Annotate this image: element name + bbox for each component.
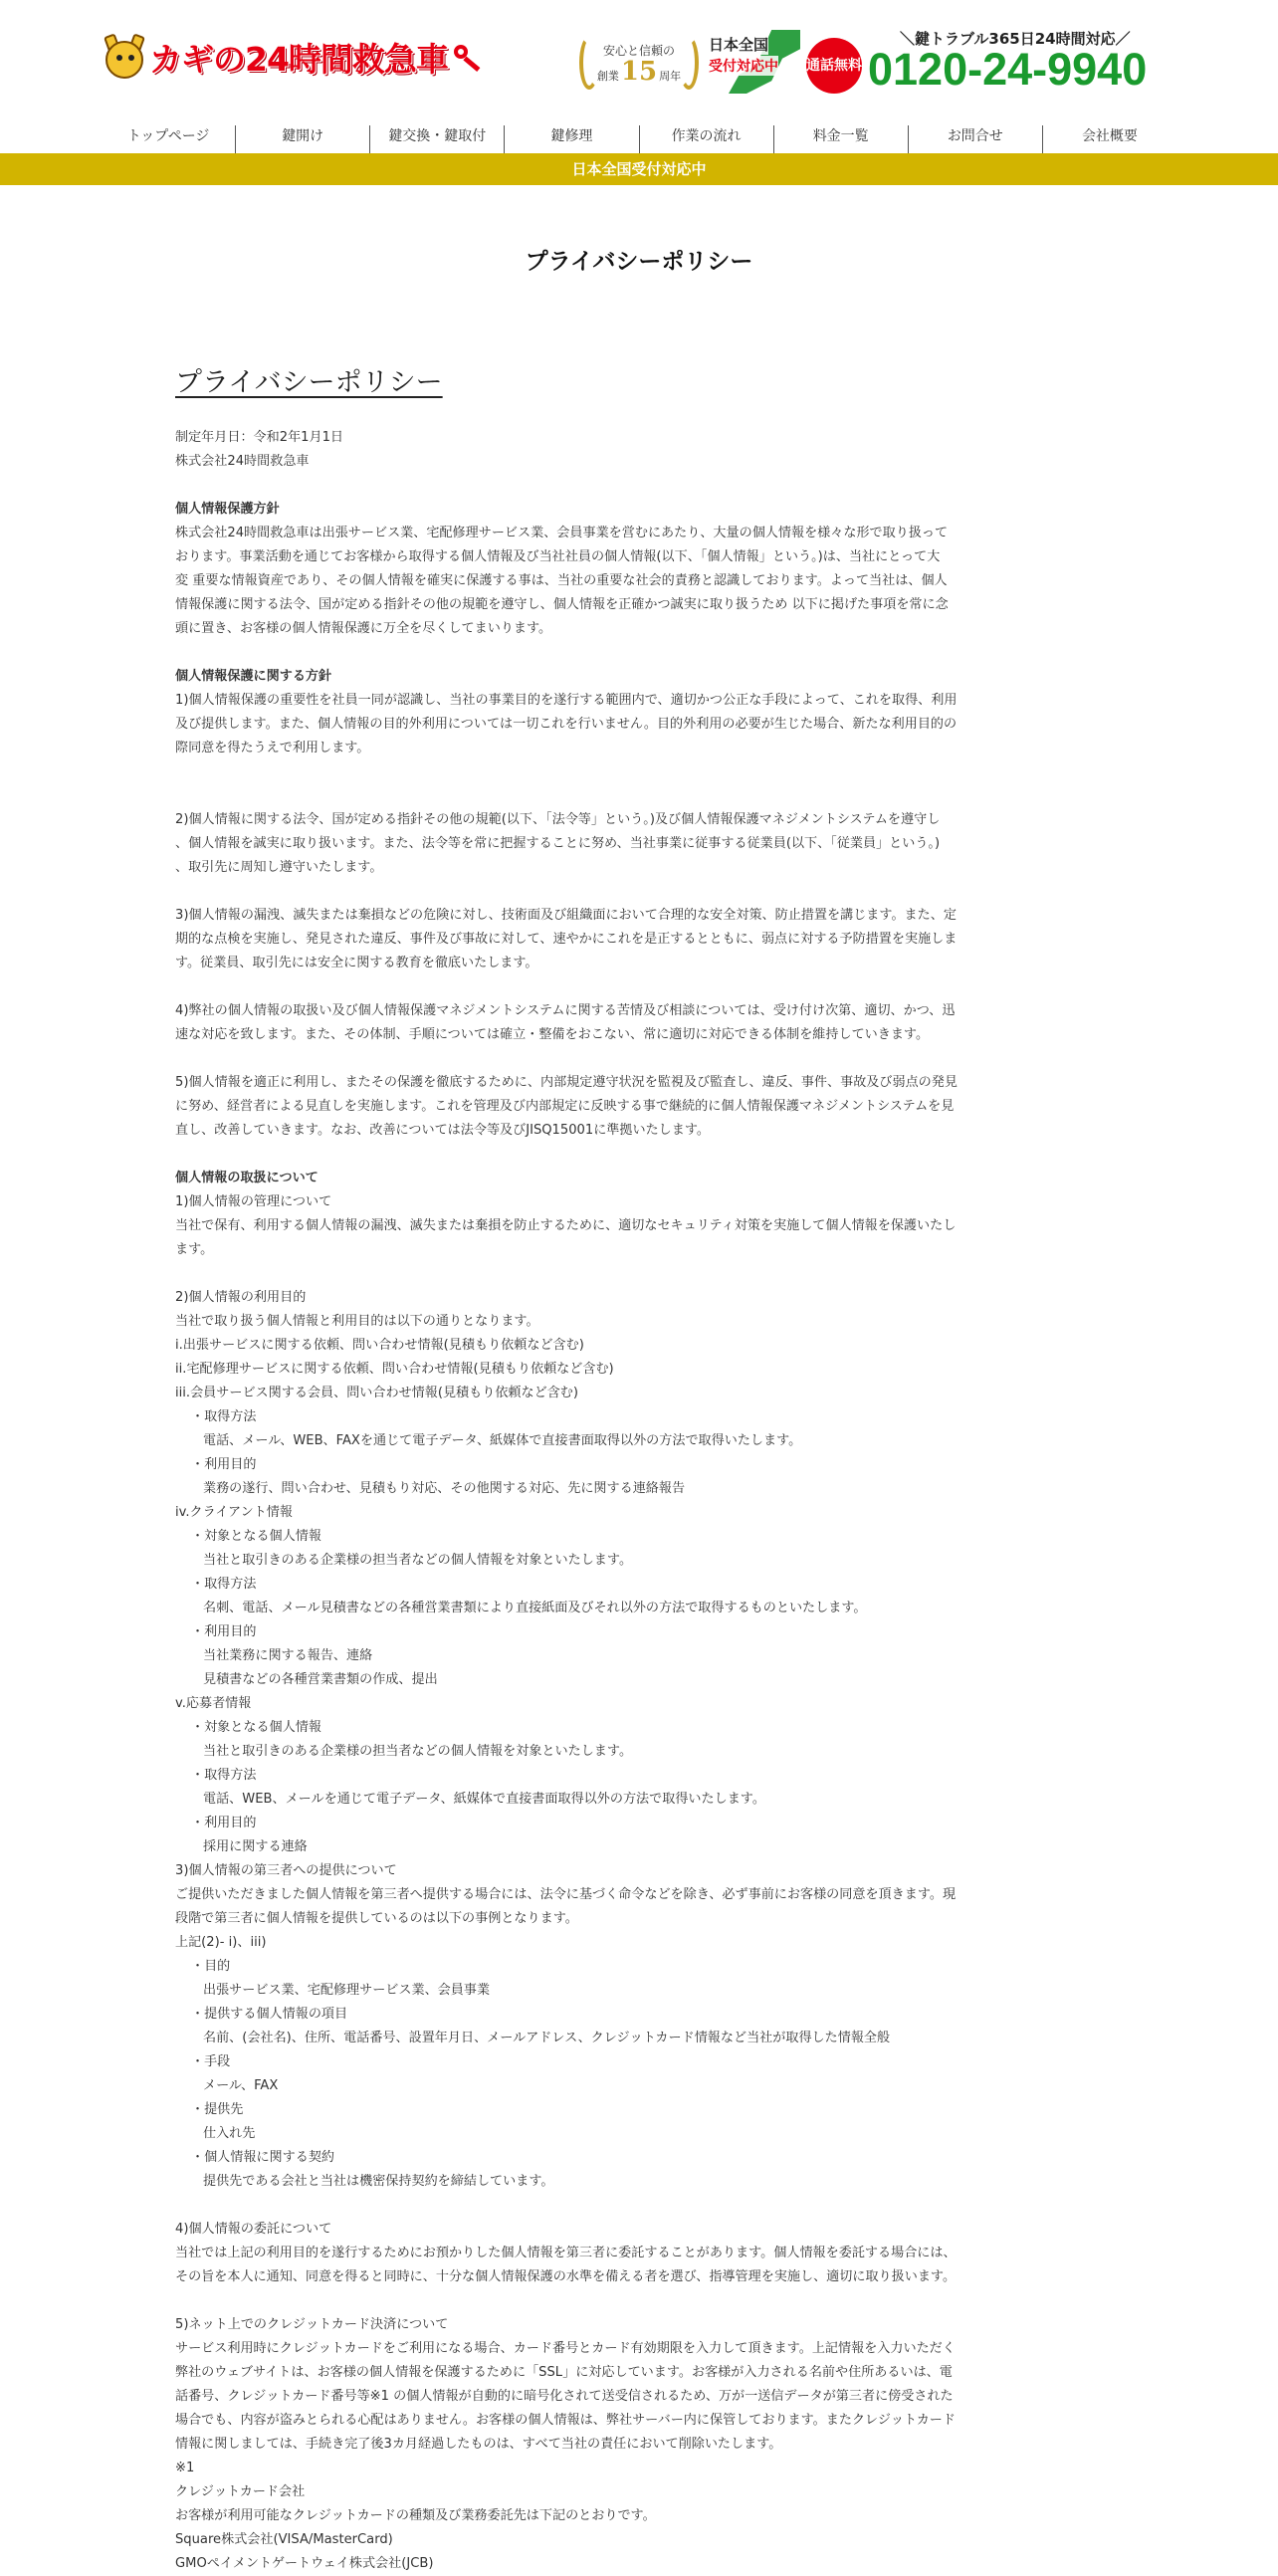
policy-body (175, 426, 1013, 2576)
policy-line: 株式会社24時間救急車 (175, 454, 310, 469)
policy-line: ・手段 (191, 2054, 231, 2069)
spacer (175, 880, 1013, 904)
policy-line: 期的な点検を実施し、発見された違反、事件及び事故に対して、速やかにこれを是正するとともに、弱点に対する予防措置を実施しま (175, 932, 958, 947)
policy-line: 当社と取引きのある企業様の担当者などの個人情報を対象といたします。 (203, 1744, 633, 1759)
policy-line: ・利用目的 (191, 1457, 257, 1472)
policy-line: ご提供いただきました個人情報を第三者へ提供する場合には、法令に基づく命令などを除き、必ず事前にお客様の同意を頂きます。現 (175, 1887, 957, 1902)
nationwide-banner: 日本全国受付対応中 (0, 153, 1278, 185)
policy-line: 業務の遂行、問い合わせ、見積もり対応、その他関する対応、先に関する連絡報告 (203, 1481, 686, 1496)
policy-line: ます。 (175, 1242, 214, 1257)
policy-line: 5)ネット上でのクレジットカード決済について (175, 2317, 449, 2332)
policy-line: 提供先である会社と当社は機密保持契約を締結しています。 (203, 2174, 554, 2189)
policy-line: 頭に置き、お客様の個人情報保護に万全を尽くしてまいります。 (175, 621, 552, 636)
spacer (175, 474, 1013, 498)
nav-item[interactable]: お問合せ (908, 125, 1042, 153)
policy-line: 際同意を得たうえで利用します。 (175, 741, 370, 755)
badge-prefix: 創業 (596, 69, 619, 83)
policy-line: 電話、WEB、メールを通じて電子データ、紙媒体で直接書面取得以外の方法で取得いたします。 (203, 1792, 765, 1807)
policy-line: ・提供する個人情報の項目 (191, 2007, 348, 2022)
policy-line: 場合でも、内容が盗みとられる心配はありません。お客様の個人情報は、弊社サーバー内に保管しております。またクレジットカード (175, 2413, 956, 2428)
policy-line: す。従業員、取引先には安全に関する教育を徹底いたします。 (175, 956, 538, 970)
policy-line: v.応募者情報 (175, 1696, 252, 1711)
policy-line: ※1 (175, 2461, 195, 2475)
policy-line: メール、FAX (203, 2078, 279, 2093)
mascot-icon (102, 35, 145, 81)
spacer (175, 641, 1013, 665)
policy-line: 4)弊社の個人情報の取扱い及び個人情報保護マネジメントシステムに関する苦情及び相談については、受け付け次第、適切、かつ、迅 (175, 1003, 956, 1018)
policy-line: 当社業務に関する報告、連絡 (203, 1648, 373, 1663)
policy-line: i.出張サービスに関する依頼、問い合わせ情報(見積もり依頼など含む) (175, 1338, 584, 1353)
policy-line: 当社では上記の利用目的を遂行するためにお預かりした個人情報を第三者に委託することがあります。個人情報を委託する場合には、 (175, 2246, 957, 2260)
nav-item[interactable]: トップページ (126, 128, 210, 144)
policy-line: 当社で保有、利用する個人情報の漏洩、滅失または棄損を防止するために、適切なセキュリティ対策を実施して個人情報を保護いたし (175, 1218, 957, 1233)
badge-top-text: 安心と信頼の (602, 43, 675, 58)
spacer (175, 2194, 1013, 2218)
policy-line: 1)個人情報保護の重要性を社員一同が認識し、当社の事業目的を遂行する範囲内で、適切かつ公正な手段によって、これを取得、利用 (175, 693, 958, 708)
policy-line: iii.会員サービス関する会員、問い合わせ情報(見積もり依頼など含む) (175, 1386, 579, 1400)
policy-line: 4)個人情報の委託について (175, 2222, 332, 2237)
policy-line: 弊社のウェブサイトは、お客様の個人情報を保護するために「SSL」に対応しています。お客様が入力される名前や住所あるいは、電 (175, 2365, 953, 2380)
free-call-badge: 通話無料 (806, 38, 862, 94)
spacer (175, 760, 1013, 784)
policy-line: その旨を本人に通知、同意を得ると同時に、十分な個人情報保護の水準を備える者を選び、指導管理を実施し、適切に取り扱います。 (175, 2269, 957, 2284)
nationwide-line2: 受付対応中 (709, 56, 778, 76)
nav-item[interactable]: 鍵修理 (504, 125, 638, 153)
nationwide-badge (709, 30, 800, 94)
section-heading: 個人情報保護方針 (175, 502, 280, 517)
policy-line: ・対象となる個人情報 (191, 1720, 321, 1735)
badge-suffix: 周年 (659, 69, 682, 83)
phone-number-link[interactable]: 0120-24-9940 (868, 44, 1148, 95)
site-header (0, 0, 1278, 119)
policy-line: 出張サービス業、宅配修理サービス業、会員事業 (203, 1983, 491, 1998)
spacer (175, 1143, 1013, 1167)
policy-line: 3)個人情報の漏洩、滅失または棄損などの危険に対し、技術面及び組織面において合理的な安全対策、防止措置を講じます。また、定 (175, 908, 957, 923)
policy-line: 、取引先に周知し遵守いたします。 (175, 860, 383, 875)
policy-line: Square株式会社(VISA/MasterCard) (175, 2532, 393, 2547)
spacer (175, 2289, 1013, 2313)
nav-item[interactable]: 鍵開け (235, 125, 369, 153)
policy-line: 3)個人情報の第三者への提供について (175, 1863, 397, 1878)
policy-line: ・利用目的 (191, 1624, 257, 1639)
policy-line: ・取得方法 (191, 1768, 257, 1783)
policy-line: 仕入れ先 (203, 2126, 256, 2141)
policy-line: 名刺、電話、メール見積書などの各種営業書類により直接紙面及びそれ以外の方法で取得するものといたします。 (203, 1601, 867, 1615)
policy-line: お客様が利用可能なクレジットカードの種類及び業務委託先は下記のとおりです。 (175, 2508, 656, 2523)
spacer (175, 1262, 1013, 1286)
policy-heading: プライバシーポリシー (175, 367, 443, 398)
nationwide-line1: 日本全国 (709, 36, 769, 54)
policy-line: 2)個人情報に関する法令、国が定める指針その他の規範(以下、「法令等」という。)及び個人情報保護マネジメントシステムを遵守し (175, 812, 941, 827)
policy-line: iv.クライアント情報 (175, 1505, 293, 1520)
nav-item[interactable]: 会社概要 (1042, 125, 1176, 153)
policy-line: 1)個人情報の管理について (175, 1194, 332, 1209)
policy-line: 制定年月日：令和2年1月1日 (175, 430, 344, 445)
key-icon (452, 43, 482, 73)
policy-line: 見積書などの各種営業書類の作成、提出 (203, 1672, 438, 1687)
main-nav (0, 119, 1278, 153)
badge-number: 15 (620, 56, 658, 87)
policy-line: 上記(2)- i)、iii) (175, 1935, 267, 1950)
policy-line: ・取得方法 (191, 1577, 257, 1592)
policy-line: 情報保護に関する法令、国が定める指針その他の規範を遵守し、個人情報を正確かつ誠実に取り扱うため 以下に掲げた事項を常に念 (175, 597, 949, 612)
spacer (175, 1047, 1013, 1071)
spacer (175, 784, 1013, 808)
nav-item[interactable]: 料金一覧 (773, 125, 908, 153)
policy-line: GMOペイメントゲートウェイ株式会社(JCB) (175, 2556, 434, 2571)
policy-line: おります。事業活動を通じてお客様から取得する個人情報及び当社社員の個人情報(以下、「個人情報」という。)は、当社にとって大 (175, 549, 941, 564)
policy-line: 情報に関しましては、手続き完了後3カ月経過したものは、すべて当社の責任において削除いたします。 (175, 2437, 782, 2452)
policy-line: ・個人情報に関する契約 (191, 2150, 335, 2165)
policy-line: ・提供先 (191, 2102, 244, 2117)
policy-content (175, 362, 1013, 2576)
policy-line: 及び提供します。また、個人情報の目的外利用については一切これを行いません。目的外利用の必要が生じた場合、新たな利用目的の (175, 717, 958, 732)
phone-tagline: ＼鍵トラブル365日24時間対応／ (900, 30, 1131, 48)
policy-line: 速な対応を致します。また、その体制、手順については確立・整備をおこない、常に適切に対応できる体制を維持していきます。 (175, 1027, 930, 1042)
policy-line: クレジットカード会社 (175, 2484, 306, 2499)
policy-line: 当社と取引きのある企業様の担当者などの個人情報を対象といたします。 (203, 1553, 633, 1568)
policy-line: 直し、改善していきます。なお、改善については法令等及びJISQ15001に準拠いたします。 (175, 1123, 711, 1138)
policy-line: 話番号、クレジットカード番号等※1 の個人情報が自動的に暗号化されて送受信されるため、万が一送信データが第三者に傍受された (175, 2389, 954, 2404)
policy-line: 、個人情報を誠実に取り扱います。また、法令等を常に把握することに努め、当社事業に従事する従業員(以下、「従業員」という。) (175, 836, 941, 851)
policy-line: サービス利用時にクレジットカードをご利用になる場合、カード番号とカード有効期限を入力して頂きます。上記情報を入力いただく (175, 2341, 956, 2356)
policy-line: 5)個人情報を適正に利用し、またその保護を徹底するために、内部規定遵守状況を監視及び監査し、違反、事件、事故及び弱点の発見 (175, 1075, 958, 1090)
site-logo[interactable] (102, 34, 482, 81)
policy-line: 2)個人情報の利用目的 (175, 1290, 307, 1305)
policy-line: 株式会社24時間救急車は出張サービス業、宅配修理サービス業、会員事業を営むにあたり、大量の個人情報を様々な形で取り扱って (175, 526, 949, 540)
nav-item[interactable]: 鍵交換・鍵取付 (369, 125, 504, 153)
policy-line: に努め、経営者による見直しを実施します。これを管理及び内部規定に反映する事で継続的に個人情報保護マネジメントシステムを見 (175, 1099, 955, 1114)
anniversary-badge (577, 32, 701, 94)
policy-line: 変 重要な情報資産であり、その個人情報を確実に保護する事は、当社の重要な社会的責務と認識しております。よって当社は、個人 (175, 573, 948, 588)
page-title: プライバシーポリシー (525, 249, 753, 275)
policy-line: 採用に関する連絡 (203, 1839, 308, 1854)
policy-line: ・目的 (191, 1959, 231, 1974)
policy-line: ・利用目的 (191, 1816, 257, 1830)
section-heading: 個人情報の取扱について (175, 1171, 319, 1185)
policy-line: 名前、(会社名)、住所、電話番号、設置年月日、メールアドレス、クレジットカード情報など当社が取得した情報全般 (203, 2031, 891, 2045)
policy-line: ii.宅配修理サービスに関する依頼、問い合わせ情報(見積もり依頼など含む) (175, 1362, 614, 1377)
spacer (175, 975, 1013, 999)
logo-text: カギの24時間救急車 (149, 40, 448, 79)
policy-line: ・対象となる個人情報 (191, 1529, 321, 1544)
policy-line: 電話、メール、WEB、FAXを通じて電子データ、紙媒体で直接書面取得以外の方法で取得いたします。 (203, 1433, 802, 1448)
section-heading: 個人情報保護に関する方針 (175, 669, 332, 684)
policy-line: ・取得方法 (191, 1409, 257, 1424)
policy-line: 当社で取り扱う個人情報と利用目的は以下の通りとなります。 (175, 1314, 539, 1329)
policy-line: 段階で第三者に個人情報を提供しているのは以下の事例となります。 (175, 1911, 578, 1926)
nav-item[interactable]: 作業の流れ (639, 125, 773, 153)
